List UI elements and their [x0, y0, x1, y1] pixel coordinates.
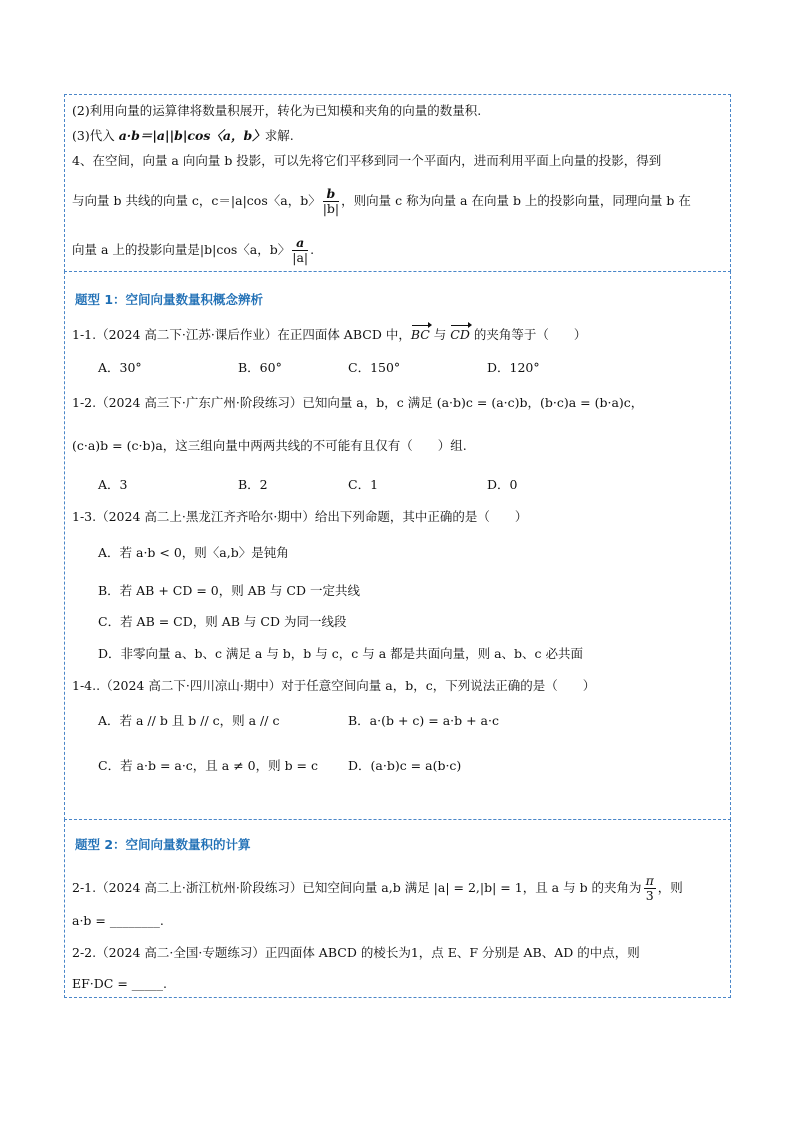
q1-1-option-b[interactable]: B．60°	[238, 360, 282, 375]
q1-2-option-b[interactable]: B．2	[238, 477, 268, 492]
q1-1-option-d[interactable]: D．120°	[487, 360, 540, 375]
intro-line-4: 与向量 b 共线的向量 c，c＝|a|cos〈a，b〉 $\frac{b}{|b|}$ ，则向量 c 称为向量 a 在向量 b 上的投影向量，同理向量 b 在	[72, 186, 691, 216]
fraction: $\frac{b}{|b|}$	[322, 186, 340, 216]
q1-2-option-c[interactable]: C．1	[348, 477, 379, 492]
q1-3-option-d[interactable]: D．非零向量 a、b、c 满足 a 与 b，b 与 c，c 与 a 都是共面向量，则 a、b、c 必共面	[98, 646, 584, 661]
q1-2-option-d[interactable]: D．0	[487, 477, 518, 492]
q1-2-line2: (c·a)b = (c·b)a，这三组向量中两两共线的不可能有且仅有（ ）组.	[72, 438, 467, 453]
q1-1-option-c[interactable]: C．150°	[348, 360, 401, 375]
q1-4-option-d[interactable]: D．(a·b)c = a(b·c)	[348, 758, 462, 773]
fraction: $\frac{a}{|a|}$	[292, 235, 309, 265]
q1-3-option-b[interactable]: B．若 AB + CD = 0，则 AB 与 CD 一定共线	[98, 583, 360, 598]
intro-line-3: 4、在空间，向量 a 向向量 b 投影，可以先将它们平移到同一个平面内，进而利用平面上向量的投影，得到	[72, 153, 662, 168]
q1-3-option-c[interactable]: C．若 AB = CD，则 AB 与 CD 为同一线段	[98, 614, 347, 629]
q1-2-line1: 1-2.（2024 高三下·广东广州·阶段练习）已知向量 a，b，c 满足 (a·b)c = (a·c)b，(b·c)a = (b·a)c，	[72, 395, 644, 410]
section1-title: 题型 1：空间向量数量积概念辨析	[75, 292, 264, 307]
intro-line-2: (3)代入 a·b＝|a||b|cos〈a，b〉求解.	[72, 128, 294, 143]
q1-1-stem: 1-1.（2024 高二下·江苏·课后作业）在正四面体 ABCD 中，BC 与 CD 的夹角等于（ ）	[72, 327, 587, 342]
q1-4-stem: 1-4..（2024 高二下·四川凉山·期中）对于任意空间向量 a，b，c，下列说法正确的是（ ）	[72, 678, 596, 693]
section2-title: 题型 2：空间向量数量积的计算	[75, 837, 251, 852]
q1-4-option-a[interactable]: A．若 a // b 且 b // c，则 a // c	[98, 713, 280, 728]
vector-cd: CD	[450, 327, 470, 342]
q1-1-option-a[interactable]: A．30°	[98, 360, 142, 375]
q1-2-option-a[interactable]: A．3	[98, 477, 128, 492]
vector-bc: BC	[410, 327, 430, 342]
q1-3-stem: 1-3.（2024 高二上·黑龙江齐齐哈尔·期中）给出下列命题，其中正确的是（ ）	[72, 509, 528, 524]
intro-line-5: 向量 a 上的投影向量是|b|cos〈a，b〉 $\frac{a}{|a|}$ .	[72, 235, 315, 265]
q2-2-line2: EF·DC = _____.	[72, 976, 168, 991]
q1-4-option-c[interactable]: C．若 a·b = a·c，且 a ≠ 0，则 b = c	[98, 758, 319, 773]
q1-3-option-a[interactable]: A．若 a·b < 0，则〈a,b〉是钝角	[98, 545, 289, 560]
fraction: $\frac{\pi}{3}$	[645, 873, 654, 903]
intro-line-1: (2)利用向量的运算律将数量积展开，转化为已知模和夹角的向量的数量积.	[72, 103, 482, 118]
q2-2-line1: 2-2.（2024 高二·全国·专题练习）正四面体 ABCD 的棱长为1，点 E、F 分别是 AB、AD 的中点，则	[72, 945, 640, 960]
q2-1-line1: 2-1.（2024 高二上·浙江杭州·阶段练习）已知空间向量 a,b 满足 |a| = 2,|b| = 1，且 a 与 b 的夹角为 $\frac{\pi}{3}$ ，则	[72, 873, 683, 903]
q2-1-line2: a·b = ________.	[72, 913, 164, 928]
q1-4-option-b[interactable]: B．a·(b + c) = a·b + a·c	[348, 713, 499, 728]
